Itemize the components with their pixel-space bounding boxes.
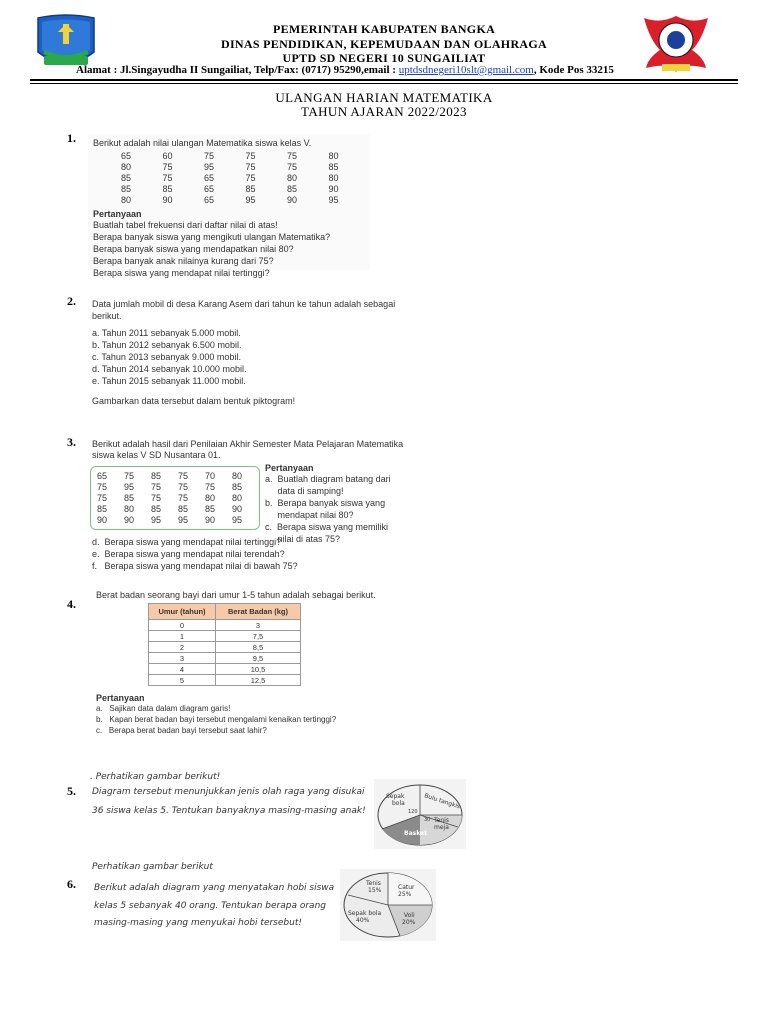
question-number-1: 1. xyxy=(67,131,76,145)
q1-question: Buatlah tabel frekuensi dari daftar nilai di atas! xyxy=(93,220,278,230)
q4-question: b. Kapan berat badan bayi tersebut mengalami kenaikan tertinggi? xyxy=(96,715,337,724)
q3-intro-2: siswa kelas V SD Nusantara 01. xyxy=(92,450,221,460)
q1-question-list xyxy=(93,219,330,279)
q3-grid-cell: 90 xyxy=(124,514,135,525)
q5-text-2: 36 siswa kelas 5. Tentukan banyaknya masing-masing anak! xyxy=(92,806,366,816)
q5-pie-label-badminton: Bulu tangkis xyxy=(423,792,461,811)
q4-col-weight: Berat Badan (kg) xyxy=(216,604,301,620)
q3-intro-1: Berikut adalah hasil dari Penilaian Akhir Semester Mata Pelajaran Matematika xyxy=(92,439,404,449)
q1-grid-cell: 85 xyxy=(287,183,298,194)
q3-side-questions xyxy=(265,473,391,545)
q4-table-row xyxy=(149,653,301,664)
q3-grid-cell: 75 xyxy=(151,492,162,503)
q3-more-questions xyxy=(92,536,298,572)
q4-age-cell: 0 xyxy=(149,620,216,631)
q5-pie-angle-2: 30 xyxy=(424,817,431,823)
header-line-3: UPTD SD NEGERI 10 SUNGAILIAT xyxy=(282,51,486,65)
q1-grid-cell: 75 xyxy=(245,150,256,161)
q4-table-row xyxy=(149,642,301,653)
q3-grid-cell: 85 xyxy=(205,503,216,514)
q3-grid-cell: 95 xyxy=(232,514,243,525)
q1-grid-row xyxy=(121,194,370,205)
q3-grid-cell: 80 xyxy=(124,503,135,514)
q1-grid-cell: 60 xyxy=(162,150,173,161)
page-subtitle: TAHUN AJARAN 2022/2023 xyxy=(301,104,467,119)
q6-pie-value-volleyball: 20% xyxy=(402,919,416,926)
q1-grid-cell: 75 xyxy=(162,161,173,172)
q1-grid-cell: 65 xyxy=(204,183,215,194)
q5-pie-label-tabletennis: Tenis xyxy=(434,817,449,824)
q4-question-list xyxy=(96,703,336,736)
header-rule-thin xyxy=(30,83,738,84)
q3-grid-cell: 85 xyxy=(178,503,189,514)
q3-grid-cell: 65 xyxy=(97,470,108,481)
q3-question: b. Berapa banyak siswa yang xyxy=(265,498,386,508)
q3-grid-cell: 80 xyxy=(232,492,243,503)
q3-grid-cell: 90 xyxy=(97,514,108,525)
q1-grid-cell: 75 xyxy=(204,150,215,161)
q2-intro-1: Data jumlah mobil di desa Karang Asem dari tahun ke tahun adalah sebagai xyxy=(92,299,396,309)
q4-heading: Pertanyaan xyxy=(96,693,145,703)
q1-grid-cell: 80 xyxy=(328,150,339,161)
q3-question: e. Berapa siswa yang mendapat nilai terendah? xyxy=(92,549,285,559)
q3-question: data di samping! xyxy=(265,486,344,496)
q3-grid-cell: 75 xyxy=(97,492,108,503)
q4-weight-cell: 10,5 xyxy=(216,664,301,675)
q4-age-cell: 2 xyxy=(149,642,216,653)
q1-question: Berapa banyak anak nilainya kurang dari 75? xyxy=(93,256,274,266)
question-number-5: 5. xyxy=(67,784,76,798)
q3-grid-cell: 85 xyxy=(232,481,243,492)
q5-pie-angle-1: 120 xyxy=(408,809,418,815)
q1-grid-cell: 75 xyxy=(245,161,256,172)
q3-question: f. Berapa siswa yang mendapat nilai di bawah 75? xyxy=(92,561,298,571)
q3-grid-row xyxy=(97,514,259,525)
q1-grid-cell: 80 xyxy=(121,161,132,172)
q3-question: a. Buatlah diagram batang dari xyxy=(265,474,391,484)
q1-grid-cell: 90 xyxy=(162,194,173,205)
address-line xyxy=(76,64,614,76)
q5-pie-figure xyxy=(374,779,466,849)
q5-pie-label-basket: Basket xyxy=(404,830,427,837)
q4-weight-cell: 8,5 xyxy=(216,642,301,653)
header-rule-thick xyxy=(30,79,738,81)
q1-grid-cell: 85 xyxy=(328,161,339,172)
q1-intro: Berikut adalah nilai ulangan Matematika siswa kelas V. xyxy=(93,138,312,148)
q2-item: e. Tahun 2015 sebanyak 11.000 mobil. xyxy=(92,376,246,386)
q3-question: mendapat nilai 80? xyxy=(265,510,354,520)
q4-weight-table xyxy=(148,603,301,686)
q1-grid-cell: 75 xyxy=(245,172,256,183)
q3-grid-cell: 95 xyxy=(151,514,162,525)
q1-grid-cell: 75 xyxy=(287,161,298,172)
q1-heading: Pertanyaan xyxy=(93,209,142,219)
q1-grid-cell: 75 xyxy=(287,150,298,161)
q2-intro-2: berikut. xyxy=(92,311,122,321)
q3-grid-cell: 75 xyxy=(178,481,189,492)
q6-pie-value-chess: 25% xyxy=(398,891,412,898)
q1-grid-row xyxy=(121,172,370,183)
header-line-2: DINAS PENDIDIKAN, KEPEMUDAAN DAN OLAHRAGA xyxy=(221,37,547,51)
question-2-image xyxy=(88,296,398,412)
q1-grid-row xyxy=(121,150,370,161)
q3-grid-cell: 75 xyxy=(124,470,135,481)
q2-instruction: Gambarkan data tersebut dalam bentuk piktogram! xyxy=(92,396,296,406)
q3-score-box xyxy=(90,466,260,530)
q4-question: a. Sajikan data dalam diagram garis! xyxy=(96,704,231,713)
q6-lead: Perhatikan gambar berikut xyxy=(92,862,213,872)
q6-pie-value-tennis: 15% xyxy=(368,887,382,894)
q4-weight-cell: 7,5 xyxy=(216,631,301,642)
q6-pie-figure xyxy=(340,869,436,941)
email-link[interactable]: uptdsdnegeri10slt@gmail.com xyxy=(398,64,534,76)
q3-heading: Pertanyaan xyxy=(265,463,314,473)
q2-item: c. Tahun 2013 sebanyak 9.000 mobil. xyxy=(92,352,241,362)
q4-table-row xyxy=(149,664,301,675)
q3-grid-cell: 75 xyxy=(178,492,189,503)
address-suffix: , Kode Pos 33215 xyxy=(533,64,614,76)
q1-question: Berapa banyak siswa yang mendapatkan nilai 80? xyxy=(93,244,294,254)
q3-grid-cell: 90 xyxy=(205,514,216,525)
question-number-3: 3. xyxy=(67,435,76,449)
header-line-1: PEMERINTAH KABUPATEN BANGKA xyxy=(272,22,496,36)
q2-item-list xyxy=(92,327,246,387)
q4-col-age: Umur (tahun) xyxy=(149,604,216,620)
q1-grid-cell: 85 xyxy=(162,183,173,194)
question-3-image xyxy=(88,436,404,571)
q6-text-1: Berikut adalah diagram yang menyatakan hobi siswa xyxy=(94,883,335,893)
q4-table-row xyxy=(149,631,301,642)
q1-grid-cell: 80 xyxy=(328,172,339,183)
q3-grid-cell: 85 xyxy=(124,492,135,503)
q1-grid-cell: 65 xyxy=(204,194,215,205)
q3-grid-cell: 75 xyxy=(205,481,216,492)
q5-text-1: Diagram tersebut menunjukkan jenis olah raga yang disukai xyxy=(92,787,365,797)
q1-grid-cell: 75 xyxy=(162,172,173,183)
q6-text-2: kelas 5 sebanyak 40 orang. Tentukan berapa orang xyxy=(94,901,326,911)
q4-age-cell: 5 xyxy=(149,675,216,686)
q1-grid-cell: 85 xyxy=(121,172,132,183)
q1-grid-row xyxy=(121,183,370,194)
q3-grid-cell: 95 xyxy=(124,481,135,492)
q1-grid-cell: 80 xyxy=(121,194,132,205)
q3-grid-cell: 85 xyxy=(97,503,108,514)
q1-grid-cell: 95 xyxy=(204,161,215,172)
q3-grid-cell: 90 xyxy=(232,503,243,514)
q3-question: c. Berapa siswa yang memiliki xyxy=(265,522,389,532)
question-4-image xyxy=(92,586,376,736)
q5-pie-label-tabletennis-2: meja xyxy=(434,824,449,831)
q3-grid-cell: 75 xyxy=(178,470,189,481)
q6-pie-label-volleyball: Voli xyxy=(404,912,415,919)
q1-question: Berapa siswa yang mendapat nilai tertinggi? xyxy=(93,268,270,278)
q1-grid-cell: 95 xyxy=(245,194,256,205)
address-prefix: Alamat : Jl.Singayudha II Sungailiat, Telp/Fax: (0717) 95290,email : xyxy=(76,64,399,76)
q4-table-row xyxy=(149,675,301,686)
q3-grid-cell: 80 xyxy=(205,492,216,503)
q4-age-cell: 3 xyxy=(149,653,216,664)
q1-grid-cell: 65 xyxy=(204,172,215,183)
school-logo xyxy=(640,10,712,76)
q1-grid-row xyxy=(121,161,370,172)
q1-score-grid xyxy=(121,150,370,205)
q1-grid-cell: 85 xyxy=(245,183,256,194)
q3-grid-row xyxy=(97,481,259,492)
q2-item: a. Tahun 2011 sebanyak 5.000 mobil. xyxy=(92,328,241,338)
q6-pie-label-tennis: Tenis xyxy=(366,880,381,887)
q3-question: d. Berapa siswa yang mendapat nilai tertinggi? xyxy=(92,537,282,547)
q3-grid-cell: 80 xyxy=(232,470,243,481)
q4-age-cell: 4 xyxy=(149,664,216,675)
q3-grid-cell: 75 xyxy=(97,481,108,492)
q1-grid-cell: 95 xyxy=(328,194,339,205)
question-number-6: 6. xyxy=(67,877,76,891)
q4-table-row xyxy=(149,620,301,631)
q3-grid-row xyxy=(97,503,259,514)
q3-grid-cell: 85 xyxy=(151,470,162,481)
question-1-image xyxy=(88,134,370,278)
q5-pie-label-football: Sepak xyxy=(386,793,405,800)
q3-grid-cell: 75 xyxy=(151,481,162,492)
q5-pie-label-football-2: bola xyxy=(392,800,405,807)
q3-grid-cell: 70 xyxy=(205,470,216,481)
q3-grid-row xyxy=(97,470,259,481)
q3-question: nilai di atas 75? xyxy=(265,534,341,544)
q5-lead: . Perhatikan gambar berikut! xyxy=(90,772,221,782)
page-title: ULANGAN HARIAN MATEMATIKA xyxy=(275,90,493,105)
q1-grid-cell: 80 xyxy=(287,172,298,183)
q3-grid-cell: 95 xyxy=(178,514,189,525)
q1-grid-cell: 65 xyxy=(121,150,132,161)
q3-grid-row xyxy=(97,492,259,503)
q4-question: c. Berapa berat badan bayi tersebut saat lahir? xyxy=(96,726,267,735)
q1-grid-cell: 85 xyxy=(121,183,132,194)
q2-item: d. Tahun 2014 sebanyak 10.000 mobil. xyxy=(92,364,247,374)
q6-pie-value-football: 40% xyxy=(356,917,370,924)
q6-pie-label-football: Sepak bola xyxy=(348,910,382,917)
q4-weight-cell: 3 xyxy=(216,620,301,631)
q4-intro: Berat badan seorang bayi dari umur 1-5 tahun adalah sebagai berikut. xyxy=(96,590,376,600)
q1-grid-cell: 90 xyxy=(287,194,298,205)
q3-grid-cell: 85 xyxy=(151,503,162,514)
q4-age-cell: 1 xyxy=(149,631,216,642)
question-number-4: 4. xyxy=(67,597,76,611)
q4-weight-cell: 9,5 xyxy=(216,653,301,664)
q1-grid-cell: 90 xyxy=(328,183,339,194)
question-number-2: 2. xyxy=(67,294,76,308)
q4-weight-cell: 12,5 xyxy=(216,675,301,686)
q6-pie-label-chess: Catur xyxy=(398,884,415,891)
q6-text-3: masing-masing yang menyukai hobi tersebut! xyxy=(94,918,302,928)
q1-question: Berapa banyak siswa yang mengikuti ulangan Matematika? xyxy=(93,232,331,242)
q2-item: b. Tahun 2012 sebanyak 6.500 mobil. xyxy=(92,340,242,350)
